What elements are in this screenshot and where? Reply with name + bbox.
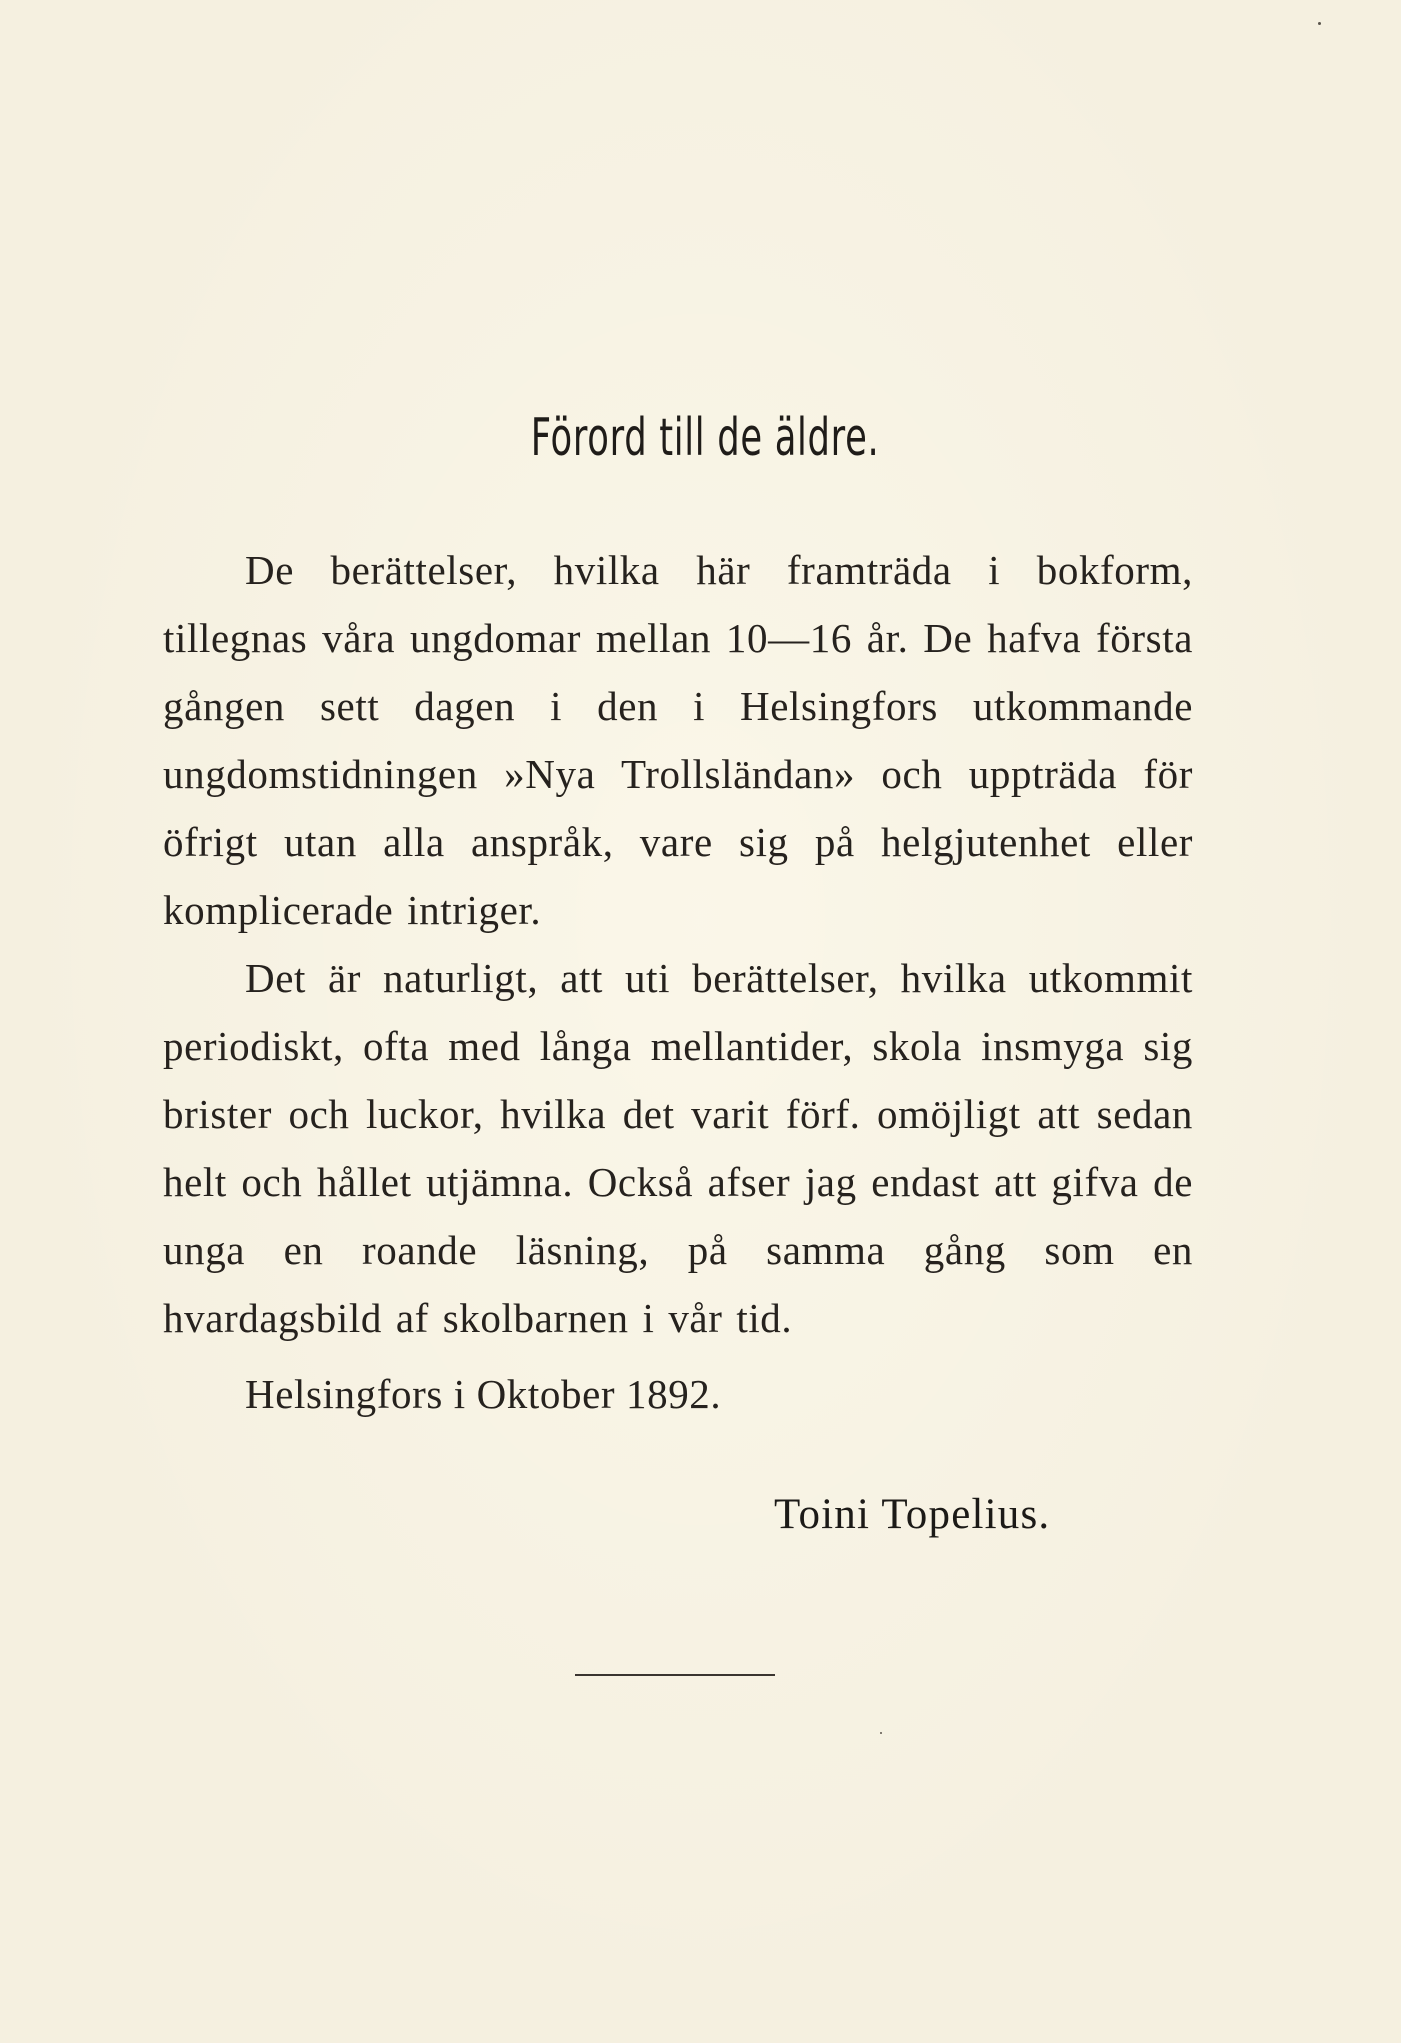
dateline: Helsingfors i Oktober 1892. — [245, 1371, 722, 1417]
paper-speck — [1318, 22, 1321, 25]
closing-rule — [575, 1674, 775, 1676]
preface-heading: Förord till de äldre. — [530, 408, 880, 468]
paper-speck — [880, 1732, 882, 1734]
preface-body — [163, 536, 1193, 1352]
author-signature: Toini Topelius. — [774, 1491, 1051, 1538]
paragraph-2: Det är naturligt, att uti berättelser, hvilka utkommit periodiskt, ofta med långa mellantider, skola insmyga sig brister och luckor, hvilka det varit förf. omöjligt att sedan helt och hållet utjämna. Också afser jag endast att gifva de unga en roande läsning, på samma gång som en hvardagsbild af skolbarnen i vår tid. — [163, 955, 1193, 1341]
paragraph-1: De berättelser, hvilka här framträda i bokform, tillegnas våra ungdomar mellan 10—16 år. De hafva första gången sett dagen i den i Helsingfors utkommande ungdomstidningen »Nya Trollsländan» och uppträda för öfrigt utan alla anspråk, vare sig på helgjutenhet eller komplicerade intriger. — [163, 547, 1193, 933]
